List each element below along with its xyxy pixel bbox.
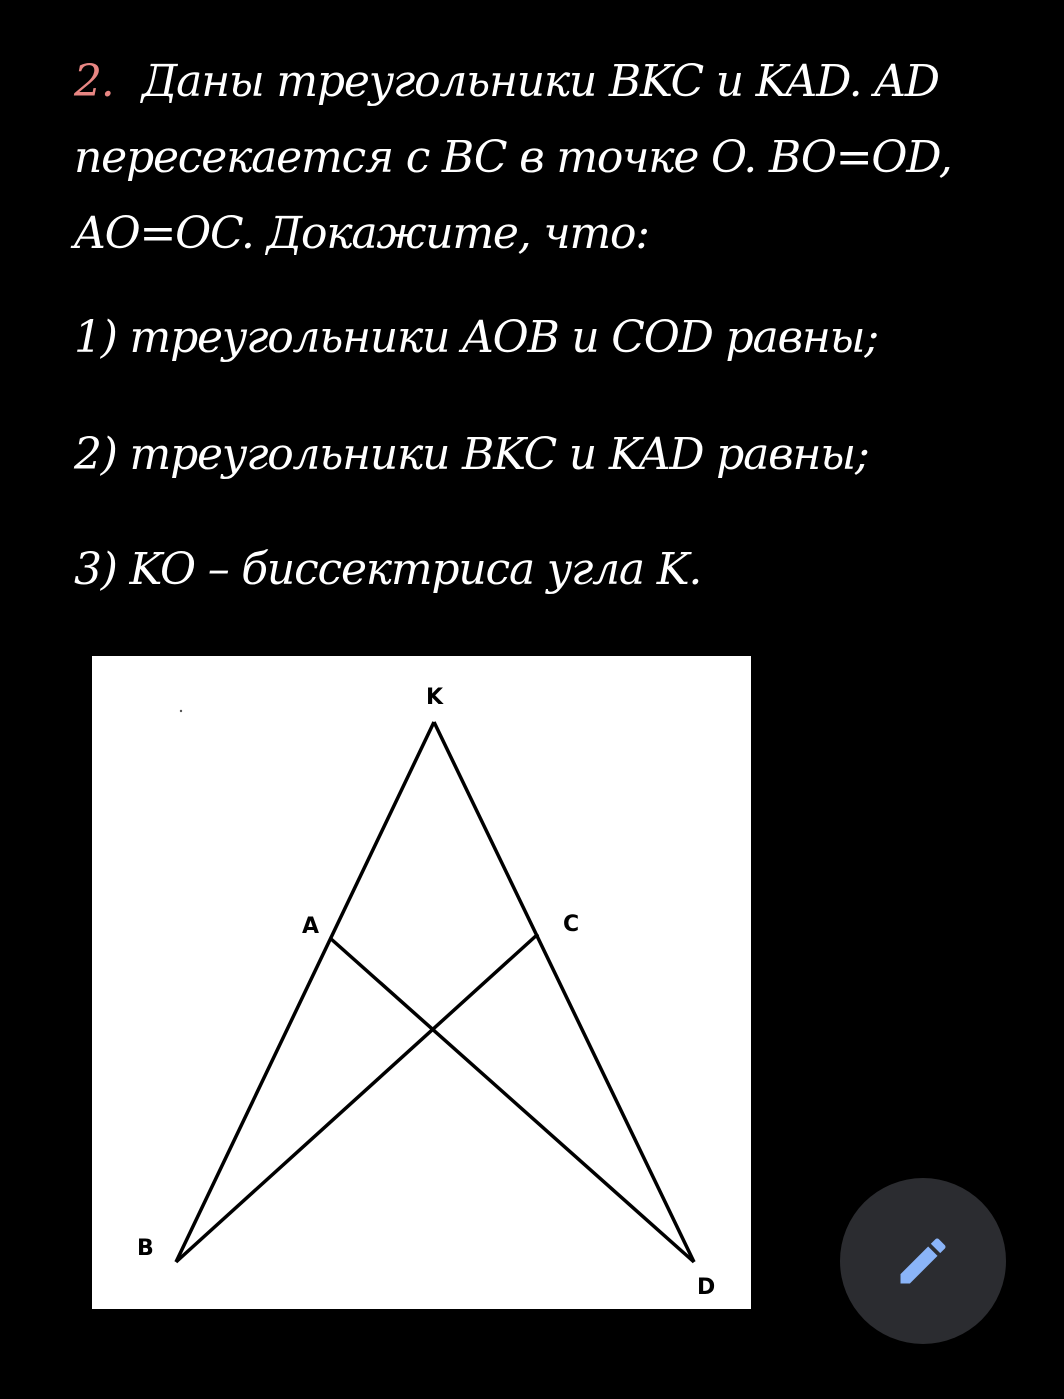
task-item-3: 3) KO – биссектриса угла K. xyxy=(74,544,702,595)
vertex-label-b: B xyxy=(137,1236,154,1261)
segment-ad xyxy=(330,938,694,1262)
problem-text: Даны треугольники BKC и KAD. AD пересекается с BC в точке O. BO=OD, AO=OC. Докажите, что: xyxy=(74,56,952,259)
task-item-1: 1) треугольники AOB и COD равны; xyxy=(74,312,878,363)
edit-button[interactable] xyxy=(840,1178,1006,1344)
problem-number: 2. xyxy=(74,56,114,107)
task-item-2: 2) треугольники BKC и KAD равны; xyxy=(74,429,869,480)
pencil-icon xyxy=(893,1231,953,1291)
segment-kb xyxy=(176,722,434,1262)
vertex-label-d: D xyxy=(697,1275,716,1300)
segment-cb xyxy=(176,934,538,1262)
triangle-diagram xyxy=(92,656,751,1309)
geometry-figure xyxy=(92,656,751,1309)
vertex-label-k: K xyxy=(426,685,444,710)
problem-statement xyxy=(74,44,1034,272)
stray-dot xyxy=(180,710,182,712)
vertex-label-c: C xyxy=(563,912,580,937)
vertex-label-a: A xyxy=(302,914,320,939)
